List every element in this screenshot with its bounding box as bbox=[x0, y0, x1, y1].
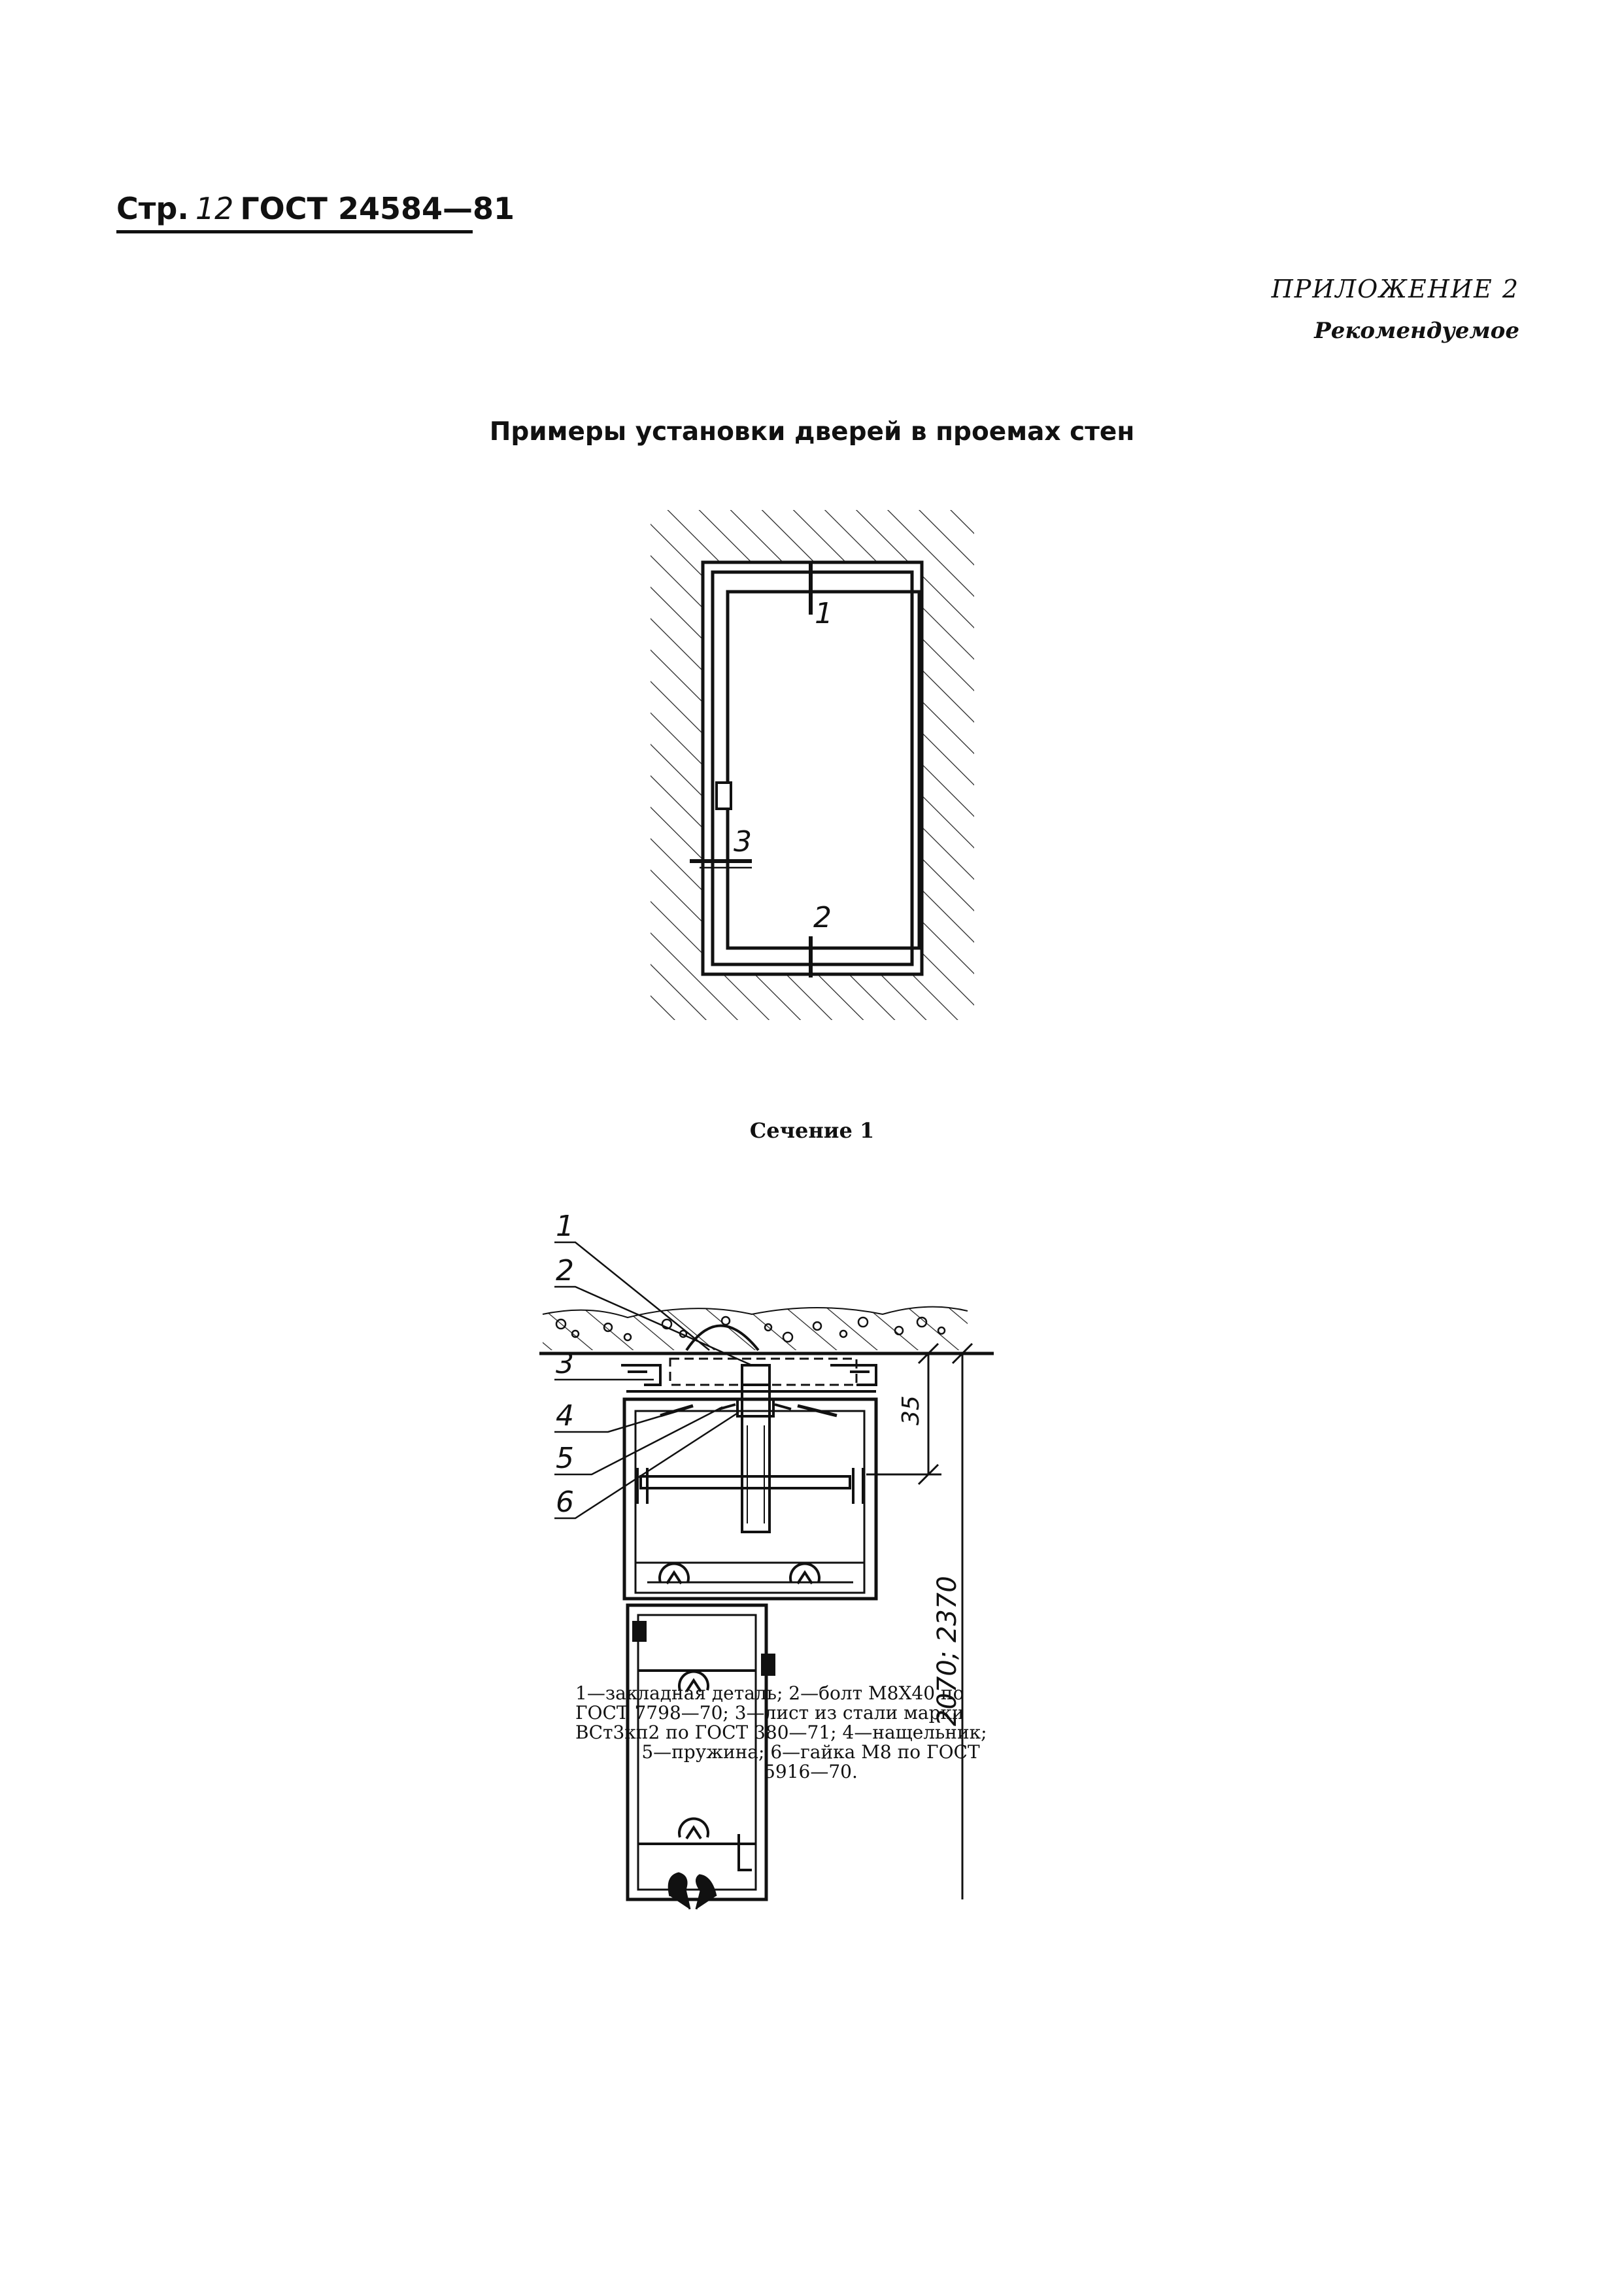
standard-code: ГОСТ 24584—81 bbox=[240, 191, 515, 226]
figure-caption bbox=[575, 1684, 1046, 1782]
section-label-5: 5 bbox=[556, 1442, 574, 1475]
header-prefix: Стр. bbox=[116, 191, 189, 226]
page-number: 12 bbox=[195, 191, 234, 226]
dimension-35: 35 bbox=[898, 1395, 924, 1425]
caption-line-4: 5—пружина; 6—гайка М8 по ГОСТ bbox=[641, 1741, 980, 1763]
caption-line-1: 1—закладная деталь; 2—болт М8Х40 по bbox=[575, 1682, 964, 1704]
spring bbox=[719, 1404, 791, 1409]
elevation-label-1: 1 bbox=[815, 597, 833, 630]
elevation-label-3: 3 bbox=[734, 825, 752, 858]
caption-line-2: ГОСТ 7798—70; 3—лист из стали марки bbox=[575, 1702, 964, 1724]
elevation-label-2: 2 bbox=[813, 901, 832, 934]
bolt-thread bbox=[747, 1425, 764, 1523]
section-label-1: 1 bbox=[556, 1210, 574, 1243]
figure-title: Примеры установки дверей в проемах стен bbox=[489, 417, 1135, 447]
caption-line-3: ВСт3кп2 по ГОСТ 380—71; 4—нащельник; bbox=[575, 1722, 987, 1743]
transom-clip-right bbox=[853, 1468, 863, 1504]
transom-bar bbox=[641, 1476, 850, 1488]
gasket-left bbox=[660, 1563, 688, 1584]
door-handle bbox=[717, 783, 731, 809]
leaf-glass-clip bbox=[739, 1834, 752, 1870]
section-label-3: 3 bbox=[556, 1347, 574, 1380]
section-title: Сечение 1 bbox=[749, 1118, 875, 1143]
section-label-4: 4 bbox=[556, 1399, 574, 1433]
steel-sheet-right bbox=[830, 1365, 876, 1385]
door-elevation-drawing bbox=[651, 510, 974, 1020]
steel-sheet-left bbox=[621, 1365, 660, 1385]
appendix-title: ПРИЛОЖЕНИЕ 2 bbox=[1271, 275, 1519, 303]
bottom-seal-right bbox=[696, 1875, 716, 1909]
dimension-height: 2070; 2370 bbox=[932, 1576, 962, 1726]
appendix-status: Рекомендуемое bbox=[1314, 318, 1519, 344]
section-label-2: 2 bbox=[556, 1254, 574, 1287]
caption-line-5: 5916—70. bbox=[764, 1761, 858, 1782]
section-label-6: 6 bbox=[556, 1486, 574, 1519]
leaf-seal-side bbox=[762, 1654, 775, 1675]
gasket-right bbox=[790, 1563, 819, 1584]
bottom-seal-left bbox=[669, 1873, 690, 1909]
leaf-seal-top bbox=[633, 1622, 646, 1641]
gasket-leaf-2 bbox=[679, 1818, 708, 1839]
wall-opening bbox=[703, 562, 922, 974]
leader-5 bbox=[554, 1407, 722, 1474]
bolt-head bbox=[742, 1365, 770, 1385]
section-1-drawing bbox=[539, 1242, 994, 1909]
bolt-shaft bbox=[742, 1385, 770, 1532]
embedded-plate bbox=[670, 1359, 856, 1385]
